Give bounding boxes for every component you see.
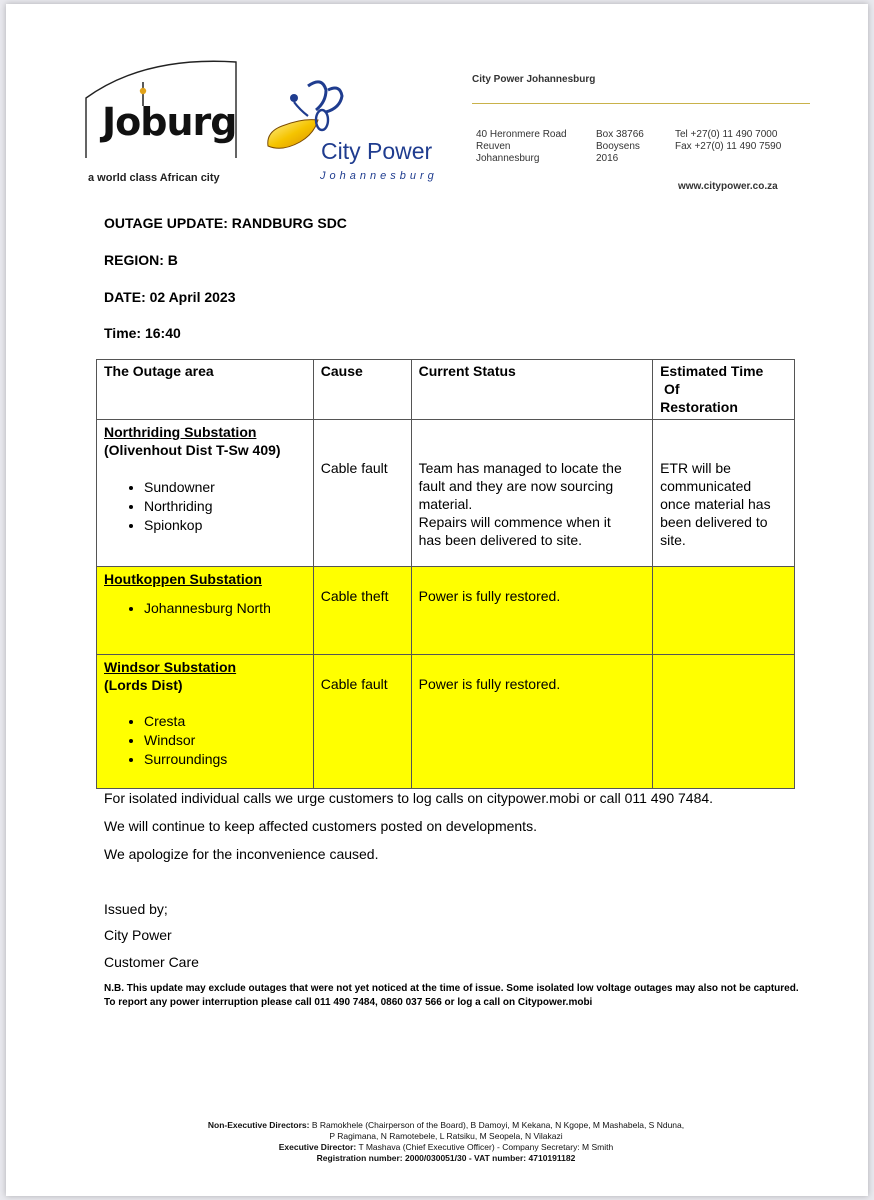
footer-directors — [136, 1120, 756, 1164]
cause-cell: Cable fault — [313, 655, 411, 789]
ned-label: Non-Executive Directors: — [207, 1120, 310, 1130]
address-line: Booysens — [596, 141, 640, 152]
list-item: • Northriding — [144, 497, 306, 516]
etr-line: been delivered to — [660, 514, 768, 530]
cause-cell: Cable theft — [313, 567, 411, 655]
status-cell: Power is fully restored. — [411, 655, 652, 789]
table-row — [97, 655, 795, 789]
list-item: • Sundowner — [144, 478, 306, 497]
outage-area-cell — [97, 655, 314, 789]
citypower-logo-name: City Power — [321, 138, 433, 164]
status-line: Repairs will commence when it — [418, 514, 611, 530]
ned-names: B Ramokhele (Chairperson of the Board), B Damoyi, M Kekana, N Kgope, M Mashabela, S Nduna, — [311, 1120, 685, 1130]
vat-label: VAT number: — [474, 1153, 527, 1163]
outage-area-cell — [97, 420, 314, 567]
apology-notice: We apologize for the inconvenience caused. — [104, 846, 379, 862]
header-etr-line: Restoration — [660, 399, 738, 415]
etr-cell — [653, 420, 795, 567]
status-line: material. — [418, 496, 473, 512]
log-calls-notice: For isolated individual calls we urge customers to log calls on citypower.mobi or call 011 490 7484. — [104, 790, 714, 806]
substation-name: Windsor Substation — [104, 659, 237, 675]
company-name: City Power Johannesburg — [472, 74, 596, 85]
etr-line: once material has — [660, 496, 771, 512]
status-line: Team has managed to locate the — [418, 460, 622, 476]
reg-label: Registration number: — [316, 1153, 403, 1163]
district-name: (Lords Dist) — [104, 677, 183, 693]
tower-icon — [136, 82, 150, 106]
substation-name: Northriding Substation — [104, 424, 257, 440]
etr-line: site. — [660, 532, 686, 548]
list-item: • Surroundings — [144, 750, 306, 769]
table-row — [97, 420, 795, 567]
address-line: Johannesburg — [476, 153, 540, 164]
status-line: fault and they are now sourcing — [418, 478, 614, 494]
affected-areas-list — [104, 712, 306, 769]
list-item: • Johannesburg North — [144, 599, 306, 618]
header-divider — [472, 103, 810, 104]
address-line: Box 38766 — [596, 129, 644, 140]
list-item: • Windsor — [144, 731, 306, 750]
etr-cell — [653, 567, 795, 655]
exec-names: T Mashava (Chief Executive Officer) - Company Secretary: M Smith — [358, 1142, 614, 1152]
joburg-tagline: a world class African city — [88, 172, 220, 184]
region-label: REGION: B — [104, 252, 178, 268]
district-name: (Olivenhout Dist T-Sw 409) — [104, 442, 281, 458]
affected-areas-list — [104, 478, 306, 535]
address-line: 40 Heronmere Road — [476, 129, 567, 140]
joburg-logo: Joburg — [102, 100, 237, 144]
footer-line — [136, 1142, 756, 1153]
address-line: Reuven — [476, 141, 511, 152]
cause-cell: Cable fault — [313, 420, 411, 567]
header-etr — [653, 360, 795, 420]
vat-number: 4710191182 — [528, 1153, 576, 1163]
issuer-department: Customer Care — [104, 954, 199, 970]
header-outage-area: The Outage area — [97, 360, 314, 420]
header-current-status: Current Status — [411, 360, 652, 420]
footer-line — [136, 1153, 756, 1164]
etr-line: ETR will be — [660, 460, 731, 476]
status-cell — [411, 420, 652, 567]
reg-number: 2000/030051/30 — [405, 1153, 467, 1163]
date-label: DATE: 02 April 2023 — [104, 289, 236, 305]
street-address — [476, 129, 567, 165]
substation-name: Houtkoppen Substation — [104, 571, 262, 587]
header-cause: Cause — [313, 360, 411, 420]
outage-table — [96, 359, 795, 789]
time-label: Time: 16:40 — [104, 325, 181, 341]
list-item: • Spionkop — [144, 516, 306, 535]
address-line: 2016 — [596, 153, 619, 164]
etr-line: communicated — [660, 478, 752, 494]
contact-numbers — [675, 129, 781, 153]
citypower-logo-sub: Johannesburg — [320, 170, 438, 182]
issuer-name: City Power — [104, 927, 172, 943]
affected-areas-list — [104, 599, 306, 618]
footer-line — [136, 1120, 756, 1131]
table-header-row — [97, 360, 795, 420]
header-etr-line: Of — [660, 381, 680, 397]
footer-line: P Ragimana, N Ramotebele, L Ratsiku, M Seopela, N Vilakazi — [329, 1131, 563, 1141]
telephone: Tel +27(0) 11 490 7000 — [675, 129, 778, 140]
document-page — [6, 4, 868, 1196]
status-line: has been delivered to site. — [418, 532, 583, 548]
exec-label: Executive Director: — [278, 1142, 357, 1152]
outage-area-cell — [97, 567, 314, 655]
list-item: • Cresta — [144, 712, 306, 731]
status-cell: Power is fully restored. — [411, 567, 652, 655]
postal-address — [596, 129, 644, 165]
footer-separator: - — [468, 1153, 475, 1163]
website-link[interactable]: www.citypower.co.za — [678, 181, 778, 192]
update-title: OUTAGE UPDATE: RANDBURG SDC — [104, 215, 347, 231]
etr-cell — [653, 655, 795, 789]
fax: Fax +27(0) 11 490 7590 — [675, 141, 782, 152]
nb-disclaimer: N.B. This update may exclude outages that were not yet noticed at the time of issue. Some isolated low voltage outages may also not be captured. To report any power interruption please call 011 490 7484, 0860 037 566 or log a call on Citypower.mobi — [104, 983, 799, 1008]
issued-by-label: Issued by; — [104, 901, 168, 917]
updates-notice: We will continue to keep affected customers posted on developments. — [104, 818, 537, 834]
table-row — [97, 567, 795, 655]
header-etr-line: Estimated Time — [660, 363, 764, 379]
